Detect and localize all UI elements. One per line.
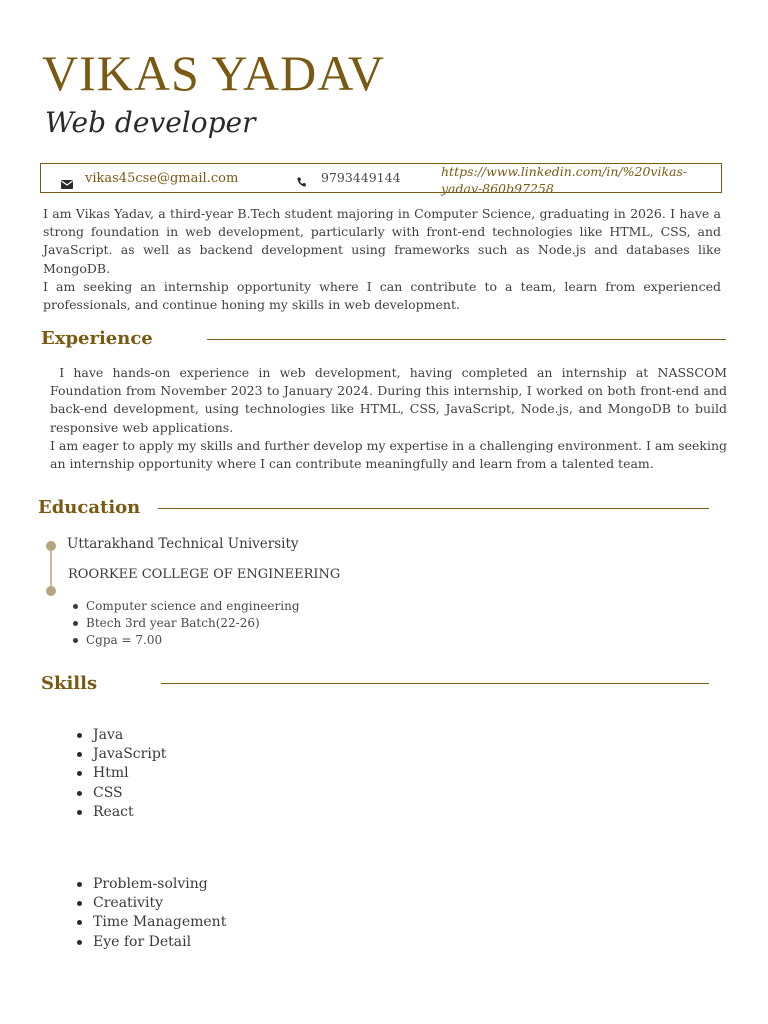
list-item: Cgpa = 7.00 <box>70 632 300 649</box>
phone-number: 9793449144 <box>321 170 401 185</box>
list-item: Eye for Detail <box>76 933 226 952</box>
college-name: ROORKEE COLLEGE OF ENGINEERING <box>68 567 341 582</box>
experience-goal-paragraph: I am eager to apply my skills and further develop my expertise in a challenging environment. I am seeking an internship opportunity where I can contribute meaningfully and learn from a talented team. <box>50 437 727 472</box>
linkedin-link[interactable]: https://www.linkedin.com/in/%20vikas-yadav-860b97258 <box>441 164 688 196</box>
list-item: Problem-solving <box>76 875 226 894</box>
job-title: Web developer <box>45 106 256 139</box>
phone-icon <box>297 172 306 191</box>
skills-divider <box>161 683 709 684</box>
timeline-line <box>50 551 52 586</box>
contact-bar <box>40 163 722 196</box>
skills-heading: Skills <box>41 673 98 694</box>
list-item: Java <box>76 726 166 745</box>
experience-divider <box>207 339 726 340</box>
summary-paragraph: I am Vikas Yadav, a third-year B.Tech student majoring in Computer Science, graduating in 2026. I have a strong foundation in web development, particularly with front-end technologies like HTML, CSS, and JavaScript. as well as backend development using frameworks such as Node.js and databases like MongoDB. <box>43 206 721 276</box>
list-item: Time Management <box>76 913 226 932</box>
envelope-icon <box>61 174 73 193</box>
summary-section <box>43 205 721 314</box>
technical-skills-list <box>76 726 166 822</box>
list-item: CSS <box>76 784 166 803</box>
list-item: Computer science and engineering <box>70 598 300 615</box>
timeline-dot-start <box>46 541 56 551</box>
education-divider <box>158 508 709 509</box>
timeline-dot-end <box>46 586 56 596</box>
soft-skills-list <box>76 875 226 952</box>
experience-heading: Experience <box>41 328 153 349</box>
objective-paragraph: I am seeking an internship opportunity where I can contribute to a team, learn from experienced professionals, and continue honing my skills in web development. <box>43 278 721 313</box>
list-item: Html <box>76 764 166 783</box>
list-item: JavaScript <box>76 745 166 764</box>
experience-paragraph: I have hands-on experience in web development, having completed an internship at NASSCOM Foundation from November 2023 to January 2024. During this internship, I worked on both front-end and back-end development, using technologies like HTML, CSS, JavaScript, Node.js, and MongoDB to build responsive web applications. <box>50 365 731 435</box>
list-item: Btech 3rd year Batch(22-26) <box>70 615 300 632</box>
education-heading: Education <box>38 497 141 518</box>
list-item: Creativity <box>76 894 226 913</box>
education-details-list <box>70 598 300 649</box>
email-link[interactable]: vikas45cse@gmail.com <box>85 171 239 186</box>
list-item: React <box>76 803 166 822</box>
experience-section <box>50 364 731 473</box>
university-name: Uttarakhand Technical University <box>67 536 299 552</box>
candidate-name: VIKAS YADAV <box>42 45 385 101</box>
